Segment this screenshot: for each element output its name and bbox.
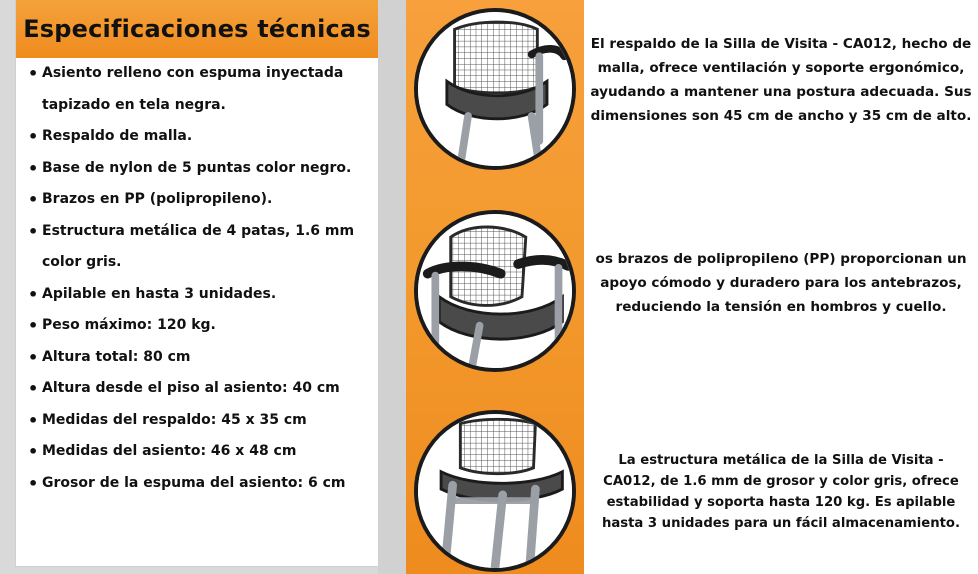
spec-item: • Altura total: 80 cm [28,342,368,374]
spec-item: • Estructura metálica de 4 patas, 1.6 mm color gris. [28,216,368,279]
specs-list [28,58,368,499]
feature-description: El respaldo de la Silla de Visita - CA012, hecho de malla, ofrece ventilación y soporte ergonómico, ayudando a mantener una postura adecuada. Sus dimensiones son 45 cm de ancho y 35 cm de alto. [590,35,972,124]
chair-metal-legs-image [414,410,576,572]
spec-item: • Peso máximo: 120 kg. [28,310,368,342]
spec-item: • Base de nylon de 5 puntas color negro. [28,153,368,185]
specs-title-bar [16,0,378,58]
spec-item: • Asiento relleno con espuma inyectada tapizado en tela negra. [28,58,368,121]
spec-item: • Brazos en PP (polipropileno). [28,184,368,216]
spec-item: • Grosor de la espuma del asiento: 6 cm [28,468,368,500]
column-separator [378,0,406,574]
spec-item: • Apilable en hasta 3 unidades. [28,279,368,311]
spec-item: • Respaldo de malla. [28,121,368,153]
specs-title: Especificaciones técnicas [23,15,371,43]
spec-item: • Altura desde el piso al asiento: 40 cm [28,373,368,405]
spec-item: • Medidas del respaldo: 45 x 35 cm [28,405,368,437]
feature-description: os brazos de polipropileno (PP) proporcionan un apoyo cómodo y duradero para los antebrazos, reduciendo la tensión en hombros y cuello. [595,250,967,315]
chair-mesh-backrest-image [414,8,576,170]
chair-armrest-image [414,210,576,372]
feature-panel [406,0,978,574]
feature-description: La estructura metálica de la Silla de Visita - CA012, de 1.6 mm de grosor y color gris, ofrece estabilidad y soporta hasta 120 kg. Es apilable hasta 3 unidades para un fácil almacenamiento. [601,453,961,532]
spec-item: • Medidas del asiento: 46 x 48 cm [28,436,368,468]
